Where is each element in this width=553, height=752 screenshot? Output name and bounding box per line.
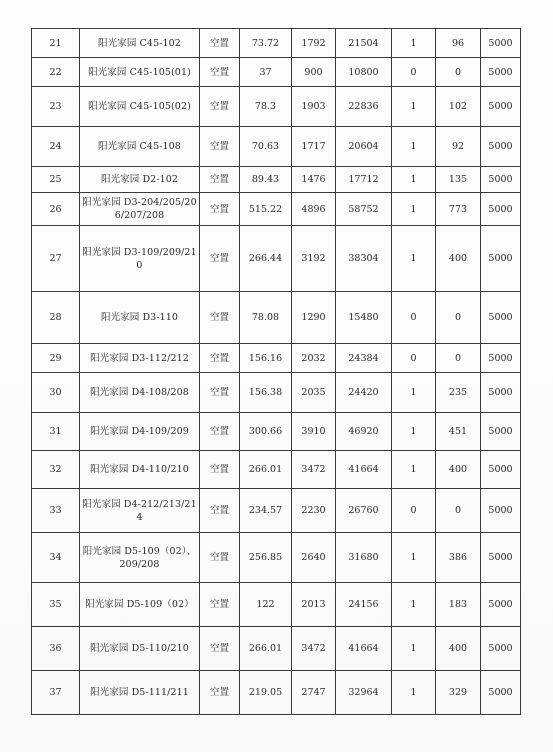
table-row xyxy=(32,413,521,451)
fixed-amount-cell: 5000 xyxy=(481,373,521,413)
property-name-cell: 阳光家园 D5-109（02） xyxy=(80,583,200,627)
property-name-cell: 阳光家园 C45-105(02) xyxy=(80,87,200,127)
fixed-amount-cell: 5000 xyxy=(481,451,521,489)
amount-cell: 135 xyxy=(436,167,481,193)
row-number-cell: 30 xyxy=(32,373,80,413)
flag-cell: 1 xyxy=(392,127,436,167)
area-cell: 234.57 xyxy=(240,489,292,533)
row-number-cell: 22 xyxy=(32,58,80,87)
property-name-cell: 阳光家园 D5-111/211 xyxy=(80,671,200,715)
fixed-amount-cell: 5000 xyxy=(481,29,521,58)
annual-value-cell: 22836 xyxy=(336,87,392,127)
status-cell: 空置 xyxy=(200,413,240,451)
row-number-cell: 33 xyxy=(32,489,80,533)
amount-cell: 0 xyxy=(436,344,481,373)
flag-cell: 1 xyxy=(392,193,436,226)
fixed-amount-cell: 5000 xyxy=(481,58,521,87)
table-row xyxy=(32,627,521,671)
property-name-cell: 阳光家园 D4-108/208 xyxy=(80,373,200,413)
area-cell: 256.85 xyxy=(240,533,292,583)
area-cell: 89.43 xyxy=(240,167,292,193)
amount-cell: 773 xyxy=(436,193,481,226)
amount-cell: 400 xyxy=(436,451,481,489)
monthly-value-cell: 1476 xyxy=(292,167,336,193)
fixed-amount-cell: 5000 xyxy=(481,533,521,583)
area-cell: 156.16 xyxy=(240,344,292,373)
area-cell: 122 xyxy=(240,583,292,627)
annual-value-cell: 41664 xyxy=(336,627,392,671)
amount-cell: 0 xyxy=(436,58,481,87)
amount-cell: 102 xyxy=(436,87,481,127)
fixed-amount-cell: 5000 xyxy=(481,489,521,533)
flag-cell: 1 xyxy=(392,413,436,451)
status-cell: 空置 xyxy=(200,292,240,344)
annual-value-cell: 26760 xyxy=(336,489,392,533)
area-cell: 78.3 xyxy=(240,87,292,127)
row-number-cell: 37 xyxy=(32,671,80,715)
flag-cell: 1 xyxy=(392,167,436,193)
annual-value-cell: 17712 xyxy=(336,167,392,193)
status-cell: 空置 xyxy=(200,167,240,193)
row-number-cell: 23 xyxy=(32,87,80,127)
row-number-cell: 31 xyxy=(32,413,80,451)
amount-cell: 96 xyxy=(436,29,481,58)
amount-cell: 400 xyxy=(436,226,481,292)
monthly-value-cell: 2230 xyxy=(292,489,336,533)
table-row xyxy=(32,533,521,583)
property-name-cell: 阳光家园 D3-204/205/206/207/208 xyxy=(80,193,200,226)
property-name-cell: 阳光家园 D4-109/209 xyxy=(80,413,200,451)
amount-cell: 92 xyxy=(436,127,481,167)
row-number-cell: 34 xyxy=(32,533,80,583)
row-number-cell: 32 xyxy=(32,451,80,489)
fixed-amount-cell: 5000 xyxy=(481,583,521,627)
monthly-value-cell: 2747 xyxy=(292,671,336,715)
monthly-value-cell: 1903 xyxy=(292,87,336,127)
table-row xyxy=(32,127,521,167)
property-name-cell: 阳光家园 D2-102 xyxy=(80,167,200,193)
row-number-cell: 21 xyxy=(32,29,80,58)
monthly-value-cell: 900 xyxy=(292,58,336,87)
property-name-cell: 阳光家园 D5-110/210 xyxy=(80,627,200,671)
property-name-cell: 阳光家园 D3-109/209/210 xyxy=(80,226,200,292)
flag-cell: 0 xyxy=(392,344,436,373)
annual-value-cell: 58752 xyxy=(336,193,392,226)
property-name-cell: 阳光家园 D5-109（02）、209/208 xyxy=(80,533,200,583)
table-row xyxy=(32,489,521,533)
flag-cell: 1 xyxy=(392,533,436,583)
monthly-value-cell: 2035 xyxy=(292,373,336,413)
property-name-cell: 阳光家园 D4-212/213/214 xyxy=(80,489,200,533)
table-row xyxy=(32,671,521,715)
annual-value-cell: 21504 xyxy=(336,29,392,58)
area-cell: 266.44 xyxy=(240,226,292,292)
table-row xyxy=(32,58,521,87)
property-name-cell: 阳光家园 D4-110/210 xyxy=(80,451,200,489)
status-cell: 空置 xyxy=(200,671,240,715)
area-cell: 73.72 xyxy=(240,29,292,58)
status-cell: 空置 xyxy=(200,489,240,533)
property-name-cell: 阳光家园 C45-105(01) xyxy=(80,58,200,87)
monthly-value-cell: 2640 xyxy=(292,533,336,583)
amount-cell: 400 xyxy=(436,627,481,671)
status-cell: 空置 xyxy=(200,193,240,226)
flag-cell: 1 xyxy=(392,373,436,413)
area-cell: 300.66 xyxy=(240,413,292,451)
annual-value-cell: 10800 xyxy=(336,58,392,87)
flag-cell: 1 xyxy=(392,451,436,489)
status-cell: 空置 xyxy=(200,127,240,167)
annual-value-cell: 24420 xyxy=(336,373,392,413)
row-number-cell: 26 xyxy=(32,193,80,226)
fixed-amount-cell: 5000 xyxy=(481,671,521,715)
monthly-value-cell: 1290 xyxy=(292,292,336,344)
area-cell: 515.22 xyxy=(240,193,292,226)
annual-value-cell: 31680 xyxy=(336,533,392,583)
annual-value-cell: 41664 xyxy=(336,451,392,489)
amount-cell: 329 xyxy=(436,671,481,715)
flag-cell: 1 xyxy=(392,583,436,627)
monthly-value-cell: 3910 xyxy=(292,413,336,451)
status-cell: 空置 xyxy=(200,87,240,127)
table-row xyxy=(32,226,521,292)
table-row xyxy=(32,167,521,193)
table-row xyxy=(32,193,521,226)
area-cell: 78.08 xyxy=(240,292,292,344)
amount-cell: 235 xyxy=(436,373,481,413)
annual-value-cell: 24384 xyxy=(336,344,392,373)
area-cell: 156.38 xyxy=(240,373,292,413)
flag-cell: 0 xyxy=(392,489,436,533)
status-cell: 空置 xyxy=(200,29,240,58)
monthly-value-cell: 3472 xyxy=(292,451,336,489)
annual-value-cell: 24156 xyxy=(336,583,392,627)
flag-cell: 1 xyxy=(392,627,436,671)
vacant-property-table xyxy=(31,28,521,715)
property-name-cell: 阳光家园 D3-110 xyxy=(80,292,200,344)
annual-value-cell: 15480 xyxy=(336,292,392,344)
status-cell: 空置 xyxy=(200,583,240,627)
area-cell: 219.05 xyxy=(240,671,292,715)
status-cell: 空置 xyxy=(200,451,240,489)
fixed-amount-cell: 5000 xyxy=(481,193,521,226)
status-cell: 空置 xyxy=(200,58,240,87)
row-number-cell: 25 xyxy=(32,167,80,193)
area-cell: 266.01 xyxy=(240,451,292,489)
status-cell: 空置 xyxy=(200,226,240,292)
area-cell: 70.63 xyxy=(240,127,292,167)
row-number-cell: 36 xyxy=(32,627,80,671)
table-row xyxy=(32,292,521,344)
table-row xyxy=(32,451,521,489)
monthly-value-cell: 1717 xyxy=(292,127,336,167)
monthly-value-cell: 2013 xyxy=(292,583,336,627)
status-cell: 空置 xyxy=(200,533,240,583)
row-number-cell: 27 xyxy=(32,226,80,292)
row-number-cell: 29 xyxy=(32,344,80,373)
amount-cell: 0 xyxy=(436,292,481,344)
flag-cell: 0 xyxy=(392,292,436,344)
annual-value-cell: 38304 xyxy=(336,226,392,292)
property-name-cell: 阳光家园 C45-108 xyxy=(80,127,200,167)
status-cell: 空置 xyxy=(200,373,240,413)
annual-value-cell: 46920 xyxy=(336,413,392,451)
fixed-amount-cell: 5000 xyxy=(481,226,521,292)
fixed-amount-cell: 5000 xyxy=(481,87,521,127)
row-number-cell: 24 xyxy=(32,127,80,167)
status-cell: 空置 xyxy=(200,627,240,671)
table-row xyxy=(32,87,521,127)
flag-cell: 1 xyxy=(392,29,436,58)
status-cell: 空置 xyxy=(200,344,240,373)
area-cell: 37 xyxy=(240,58,292,87)
flag-cell: 0 xyxy=(392,58,436,87)
monthly-value-cell: 4896 xyxy=(292,193,336,226)
table-row xyxy=(32,373,521,413)
row-number-cell: 35 xyxy=(32,583,80,627)
property-name-cell: 阳光家园 D3-112/212 xyxy=(80,344,200,373)
table-row xyxy=(32,344,521,373)
amount-cell: 0 xyxy=(436,489,481,533)
fixed-amount-cell: 5000 xyxy=(481,627,521,671)
monthly-value-cell: 3192 xyxy=(292,226,336,292)
area-cell: 266.01 xyxy=(240,627,292,671)
property-name-cell: 阳光家园 C45-102 xyxy=(80,29,200,58)
fixed-amount-cell: 5000 xyxy=(481,413,521,451)
annual-value-cell: 20604 xyxy=(336,127,392,167)
fixed-amount-cell: 5000 xyxy=(481,344,521,373)
annual-value-cell: 32964 xyxy=(336,671,392,715)
fixed-amount-cell: 5000 xyxy=(481,167,521,193)
flag-cell: 1 xyxy=(392,87,436,127)
amount-cell: 183 xyxy=(436,583,481,627)
flag-cell: 1 xyxy=(392,226,436,292)
table-row xyxy=(32,29,521,58)
amount-cell: 386 xyxy=(436,533,481,583)
table-row xyxy=(32,583,521,627)
monthly-value-cell: 2032 xyxy=(292,344,336,373)
monthly-value-cell: 1792 xyxy=(292,29,336,58)
monthly-value-cell: 3472 xyxy=(292,627,336,671)
amount-cell: 451 xyxy=(436,413,481,451)
fixed-amount-cell: 5000 xyxy=(481,292,521,344)
flag-cell: 1 xyxy=(392,671,436,715)
fixed-amount-cell: 5000 xyxy=(481,127,521,167)
row-number-cell: 28 xyxy=(32,292,80,344)
